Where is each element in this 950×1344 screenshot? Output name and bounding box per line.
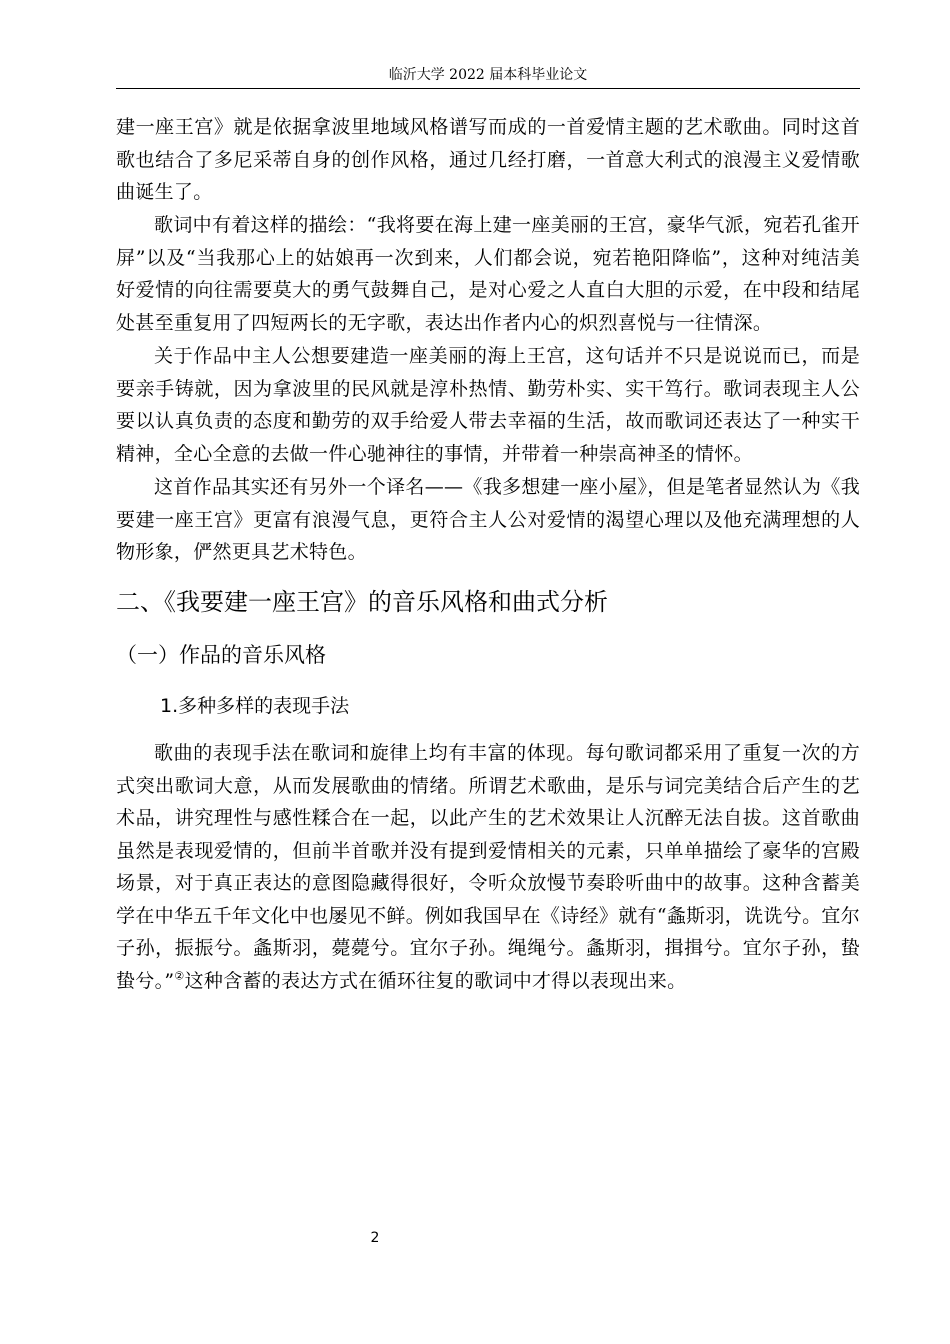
subsection-heading: （一）作品的音乐风格: [116, 643, 326, 667]
paragraph-expression-techniques: [116, 737, 860, 997]
paragraph-expression-tail: 这种含蓄的表达方式在循环往复的歌词中才得以表现出来。: [184, 969, 687, 992]
footnote-marker[interactable]: ②: [174, 969, 185, 983]
running-header-title: 临沂大学 2022 届本科毕业论文: [388, 67, 588, 83]
running-header: [116, 64, 860, 89]
subsubsection-heading: 1.多种多样的表现手法: [160, 695, 350, 717]
paragraph-alternate-title: 这首作品其实还有另外一个译名——《我多想建一座小屋》，但是笔者显然认为《我要建一座王宫》更富有浪漫气息，更符合主人公对爱情的渴望心理以及他充满理想的人物形象，俨然更具艺术特色。: [116, 476, 860, 563]
paragraph-palace-meaning: 关于作品中主人公想要建造一座美丽的海上王宫，这句话并不只是说说而已，而是要亲手铸就，因为拿波里的民风就是淳朴热情、勤劳朴实、实干笃行。歌词表现主人公要以认真负责的态度和勤劳的双手给爱人带去幸福的生活，故而歌词还表达了一种实干精神，全心全意的去做一件心驰神往的事情，并带着一种崇高神圣的情怀。: [116, 345, 860, 465]
paragraph-continuation: 建一座王宫》就是依据拿波里地域风格谱写而成的一首爱情主题的艺术歌曲。同时这首歌也结合了多尼采蒂自身的创作风格，通过几经打磨，一首意大利式的浪漫主义爱情歌曲诞生了。: [116, 116, 860, 203]
page-number: 2: [370, 1230, 380, 1246]
section-heading: 二、《我要建一座王宫》的音乐风格和曲式分析: [116, 588, 608, 616]
paragraph-expression-main: 歌曲的表现手法在歌词和旋律上均有丰富的体现。每句歌词都采用了重复一次的方式突出歌词大意，从而发展歌曲的情绪。所谓艺术歌曲，是乐与词完美结合后产生的艺术品，讲究理性与感性糅合在一起，以此产生的艺术效果让人沉醉无法自拔。这首歌曲虽然是表现爱情的，但前半首歌并没有提到爱情相关的元素，只单单描绘了豪华的宫殿场景，对于真正表达的意图隐藏得很好，令听众放慢节奏聆听曲中的故事。这种含蓄美学在中华五千年文化中也屡见不鲜。例如我国早在《诗经》就有“螽斯羽，诜诜兮。宜尔子孙，振振兮。螽斯羽，薨薨兮。宜尔子孙。绳绳兮。螽斯羽，揖揖兮。宜尔子孙，蛰蛰兮。”: [116, 742, 860, 992]
paragraph-lyrics-description: 歌词中有着这样的描绘：“我将要在海上建一座美丽的王宫，豪华气派，宛若孔雀开屏”以及“当我那心上的姑娘再一次到来，人们都会说，宛若艳阳降临”，这种对纯洁美好爱情的向往需要莫大的勇气鼓舞自己，是对心爱之人直白大胆的示爱，在中段和结尾处甚至重复用了四短两长的无字歌，表达出作者内心的炽烈喜悦与一往情深。: [116, 214, 860, 334]
